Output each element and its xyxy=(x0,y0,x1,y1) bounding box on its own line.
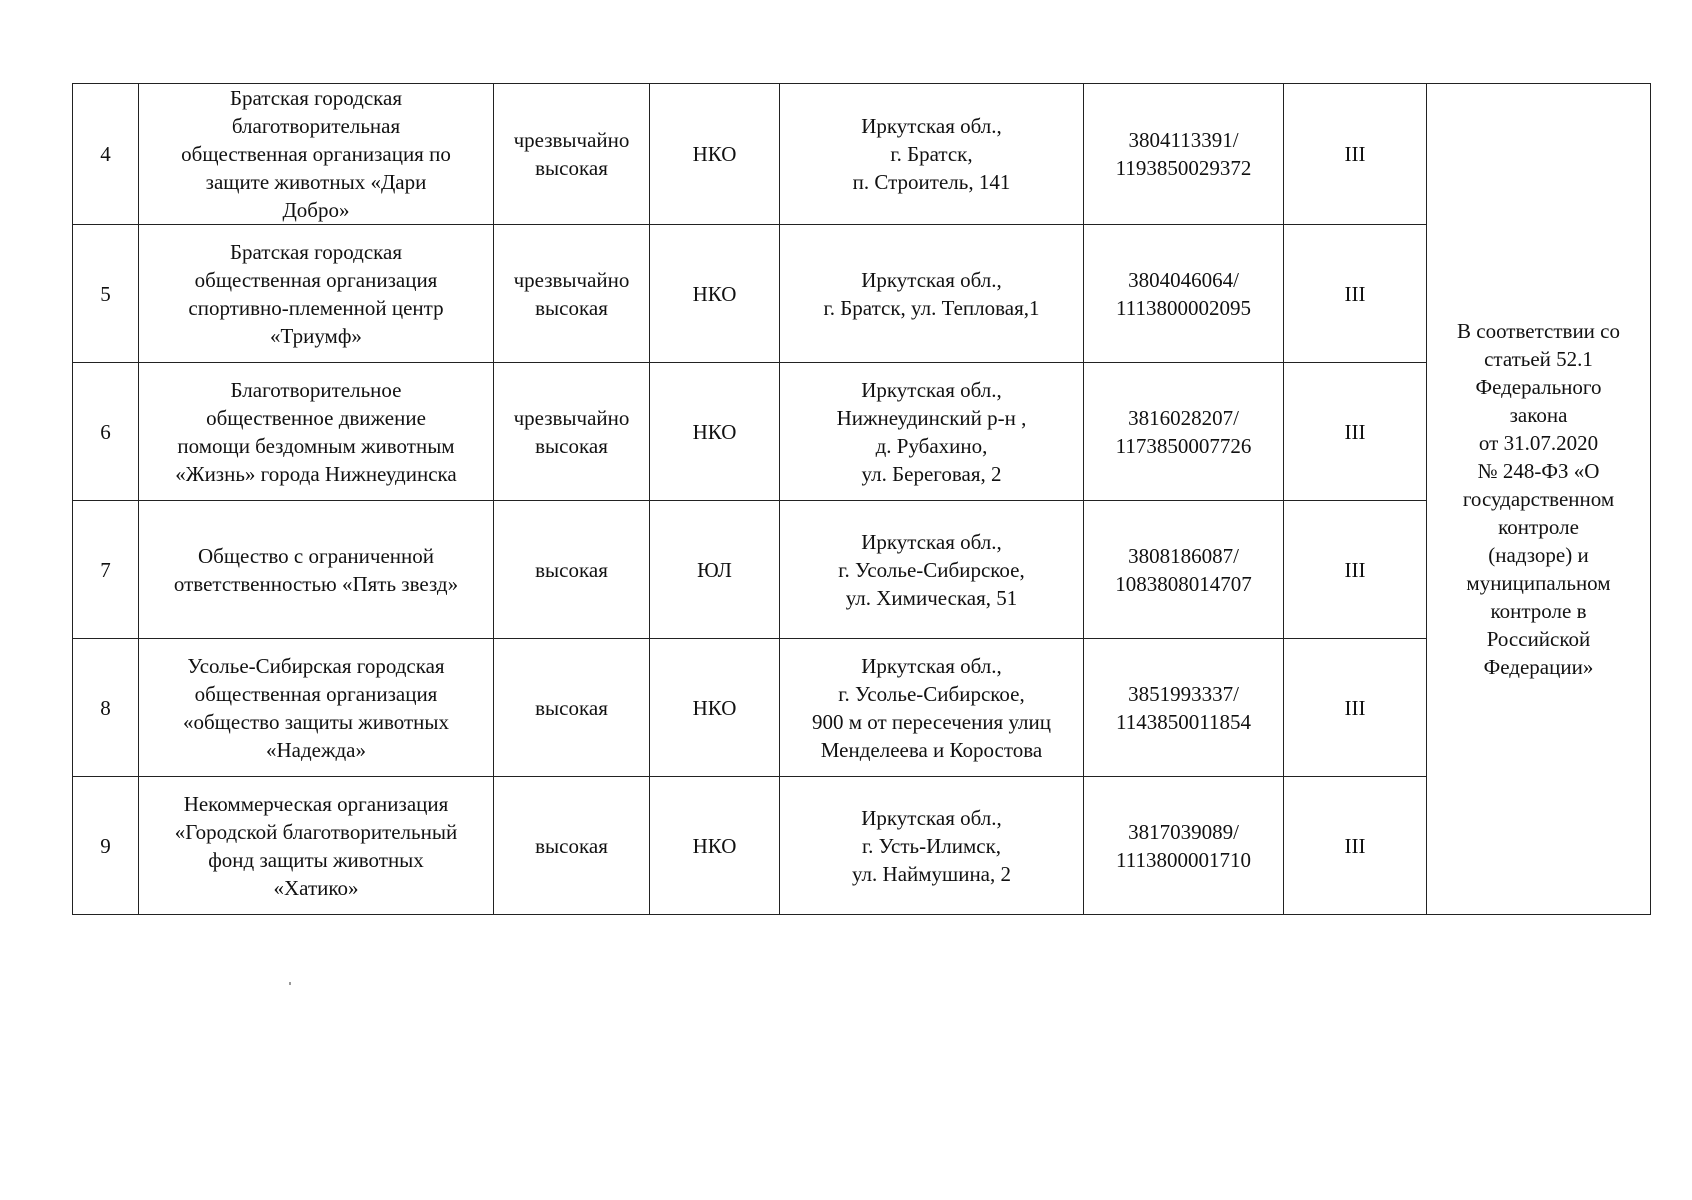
category-cell: III xyxy=(1284,777,1427,915)
risk-level-cell: высокая xyxy=(494,777,650,915)
row-number-cell: 5 xyxy=(73,225,139,363)
row-number-cell: 6 xyxy=(73,363,139,501)
organization-name-cell: Братская городская общественная организация спортивно-племенной центр «Триумф» xyxy=(139,225,494,363)
inn-ogrn-cell: 3851993337/ 1143850011854 xyxy=(1084,639,1284,777)
organization-name-cell: Некоммерческая организация «Городской благотворительный фонд защиты животных «Хатико» xyxy=(139,777,494,915)
row-number-cell: 9 xyxy=(73,777,139,915)
legal-basis-cell: В соответствии со статьей 52.1 Федерального закона от 31.07.2020 № 248-ФЗ «О государственном контроле (надзоре) и муниципальном контроле в Российской Федерации» xyxy=(1427,84,1651,915)
category-cell: III xyxy=(1284,639,1427,777)
organization-type-cell: НКО xyxy=(650,363,780,501)
organization-name-cell: Усолье-Сибирская городская общественная организация «общество защиты животных «Надежда» xyxy=(139,639,494,777)
address-cell: Иркутская обл., г. Усолье-Сибирское, 900 м от пересечения улиц Менделеева и Коростова xyxy=(780,639,1084,777)
table-row xyxy=(73,639,1651,777)
address-cell: Иркутская обл., Нижнеудинский р-н , д. Рубахино, ул. Береговая, 2 xyxy=(780,363,1084,501)
table-row xyxy=(73,84,1651,225)
table-row xyxy=(73,777,1651,915)
address-cell: Иркутская обл., г. Усть-Илимск, ул. Наймушина, 2 xyxy=(780,777,1084,915)
organization-name-cell: Общество с ограниченной ответственностью «Пять звезд» xyxy=(139,501,494,639)
organization-type-cell: НКО xyxy=(650,777,780,915)
row-number-cell: 8 xyxy=(73,639,139,777)
category-cell: III xyxy=(1284,501,1427,639)
organization-type-cell: ЮЛ xyxy=(650,501,780,639)
table-row xyxy=(73,501,1651,639)
address-cell: Иркутская обл., г. Братск, ул. Тепловая,1 xyxy=(780,225,1084,363)
inn-ogrn-cell: 3804046064/ 1113800002095 xyxy=(1084,225,1284,363)
inn-ogrn-cell: 3804113391/ 1193850029372 xyxy=(1084,84,1284,225)
row-number-cell: 4 xyxy=(73,84,139,225)
registry-table xyxy=(72,83,1651,915)
address-cell: Иркутская обл., г. Братск, п. Строитель, 141 xyxy=(780,84,1084,225)
inn-ogrn-cell: 3817039089/ 1113800001710 xyxy=(1084,777,1284,915)
inn-ogrn-cell: 3808186087/ 1083808014707 xyxy=(1084,501,1284,639)
category-cell: III xyxy=(1284,225,1427,363)
inn-ogrn-cell: 3816028207/ 1173850007726 xyxy=(1084,363,1284,501)
scan-speck xyxy=(289,982,291,985)
risk-level-cell: чрезвычайно высокая xyxy=(494,363,650,501)
organization-name-cell: Благотворительное общественное движение помощи бездомным животным «Жизнь» города Нижнеудинска xyxy=(139,363,494,501)
category-cell: III xyxy=(1284,84,1427,225)
address-cell: Иркутская обл., г. Усолье-Сибирское, ул. Химическая, 51 xyxy=(780,501,1084,639)
organization-type-cell: НКО xyxy=(650,225,780,363)
organization-name-cell: Братская городская благотворительная общественная организация по защите животных «Дари Добро» xyxy=(139,84,494,225)
risk-level-cell: чрезвычайно высокая xyxy=(494,84,650,225)
organization-type-cell: НКО xyxy=(650,84,780,225)
table-row xyxy=(73,225,1651,363)
risk-level-cell: чрезвычайно высокая xyxy=(494,225,650,363)
organization-type-cell: НКО xyxy=(650,639,780,777)
table-row xyxy=(73,363,1651,501)
risk-level-cell: высокая xyxy=(494,501,650,639)
row-number-cell: 7 xyxy=(73,501,139,639)
risk-level-cell: высокая xyxy=(494,639,650,777)
category-cell: III xyxy=(1284,363,1427,501)
